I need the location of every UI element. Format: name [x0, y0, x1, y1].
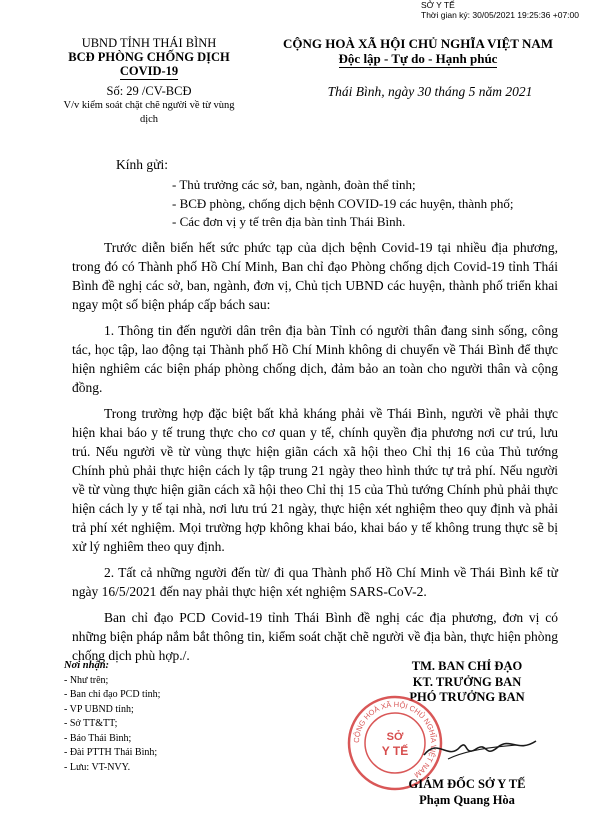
issuing-authority-header	[44, 36, 254, 126]
digital-signature-info	[421, 0, 591, 20]
signer-title: GIÁM ĐỐC SỞ Y TẾ	[408, 777, 526, 791]
signer-identity	[372, 777, 562, 808]
document-date: Thái Bình, ngày 30 tháng 5 năm 2021	[327, 84, 533, 99]
seal-center-bottom: Y TẾ	[381, 744, 409, 758]
document-number: Số: 29 /CV-BCĐ	[106, 84, 192, 98]
handwritten-signature-icon	[418, 717, 548, 777]
recipients-footer-item: - Sở TT&TT;	[64, 718, 118, 729]
recipients-footer-item: - Ban chỉ đạo PCD tỉnh;	[64, 689, 161, 700]
addressee-item: - Các đơn vị y tế trên địa bàn tỉnh Thái Bình.	[172, 214, 406, 229]
document-subject-line-1: V/v kiểm soát chặt chẽ người về từ vùng	[63, 100, 235, 111]
signature-line-3: PHÓ TRƯỞNG BAN	[409, 690, 525, 704]
seal-center-top: SỞ	[386, 731, 404, 743]
recipients-footer-item: - Báo Thái Bình;	[64, 732, 132, 744]
recipients-footer-item: - Đài PTTH Thái Bình;	[64, 747, 158, 758]
recipients-footer-title: Nơi nhận:	[64, 660, 110, 671]
addressee-item: - BCĐ phòng, chống dịch bệnh COVID-19 các huyện, thành phố;	[172, 195, 514, 211]
recipients-footer-item: - Lưu: VT-NVY.	[64, 761, 131, 773]
national-motto: Độc lập - Tự do - Hạnh phúc	[338, 51, 498, 66]
authority-line-2: BCĐ PHÒNG CHỐNG DỊCH	[68, 50, 230, 64]
document-body	[72, 238, 558, 672]
signature-line-1: TM. BAN CHỈ ĐẠO	[411, 659, 523, 673]
addressee-list	[172, 176, 514, 232]
digital-signed-time: Thời gian ký: 30/05/2021 19:25:36 +07:00	[421, 10, 579, 20]
recipients-footer-item: - Như trên;	[64, 674, 109, 686]
recipients-footer	[64, 659, 160, 775]
national-header	[268, 36, 568, 68]
body-paragraph: 2. Tất cả những người đến từ/ đi qua Thành phố Hồ Chí Minh về Thái Bình kể từ ngày 16/5/2021 đến nay phải thực hiện xét nghiệm SARS-CoV-2.	[72, 565, 558, 599]
body-paragraph: Ban chỉ đạo PCD Covid-19 tỉnh Thái Bình đề nghị các địa phương, đơn vị có những biện pháp nắm bắt thông tin, kiểm soát chặt chẽ người về địa bàn, thực hiện phòng chống dịch phù hợp./.	[72, 610, 558, 663]
national-title: CỘNG HOÀ XÃ HỘI CHỦ NGHĨA VIỆT NAM	[282, 36, 554, 51]
body-paragraph: Trong trường hợp đặc biệt bất khả kháng phải về Thái Bình, người về phải thực hiện khai báo y tế trung thực cho cơ quan y tế, chính quyền địa phương nơi cư trú, lưu trú. Nếu người về từ vùng thực hiện giãn cách xã hội theo Chỉ thị 16 của Thủ tướng Chính phủ phải thực hiện cách ly tập trung 21 ngày theo hình thức tự trả phí. Nếu người về từ vùng thực hiện giãn cách xã hội theo Chỉ thị 15 của Thủ tướng Chính phủ phải thực hiện cách ly y tế tại nhà, nơi lưu trú 21 ngày, thực hiện xét nghiệm theo quy định và phải trả phí xét nghiệm. Mọi trường hợp không khai báo, khai báo y tế không trung thực sẽ bị xử lý nghiêm theo quy định.	[72, 406, 558, 554]
signature-line-2: KT. TRƯỞNG BAN	[412, 674, 522, 689]
recipients-footer-item: - VP UBND tỉnh;	[64, 703, 134, 715]
body-paragraph: 1. Thông tin đến người dân trên địa bàn Tỉnh có người thân đang sinh sống, công tác, học tập, lao động tại Thành phố Hồ Chí Minh không di chuyển về Thái Bình để thực hiện nghiêm các biện pháp phòng chống dịch, đảm bảo an toàn cho người thân và cộng đồng.	[72, 323, 558, 395]
document-subject-line-2: dịch	[139, 114, 159, 125]
authority-line-1: UBND TỈNH THÁI BÌNH	[81, 36, 217, 50]
addressee-label: Kính gửi:	[116, 157, 168, 172]
body-paragraph: Trước diễn biến hết sức phức tạp của dịch bệnh Covid-19 tại nhiều địa phương, trong đó có Thành phố Hồ Chí Minh, Ban chỉ đạo Phòng chống dịch Covid-19 tỉnh Thái Bình đề nghị các sở, ban, ngành, đơn vị, Chủ tịch UBND các huyện, thành phố triển khai ngay một số biện pháp cấp bách sau:	[72, 240, 558, 312]
seal-ring-text: CỘNG HOÀ XÃ HỘI CHỦ NGHĨA VIỆT NAM	[351, 699, 439, 780]
signer-name: Phạm Quang Hòa	[419, 792, 515, 807]
digital-signer: SỞ Y TẾ	[421, 0, 455, 10]
addressee-item: - Thủ trưởng các sở, ban, ngành, đoàn thể tỉnh;	[172, 177, 416, 192]
authority-line-3: COVID-19	[119, 64, 179, 78]
